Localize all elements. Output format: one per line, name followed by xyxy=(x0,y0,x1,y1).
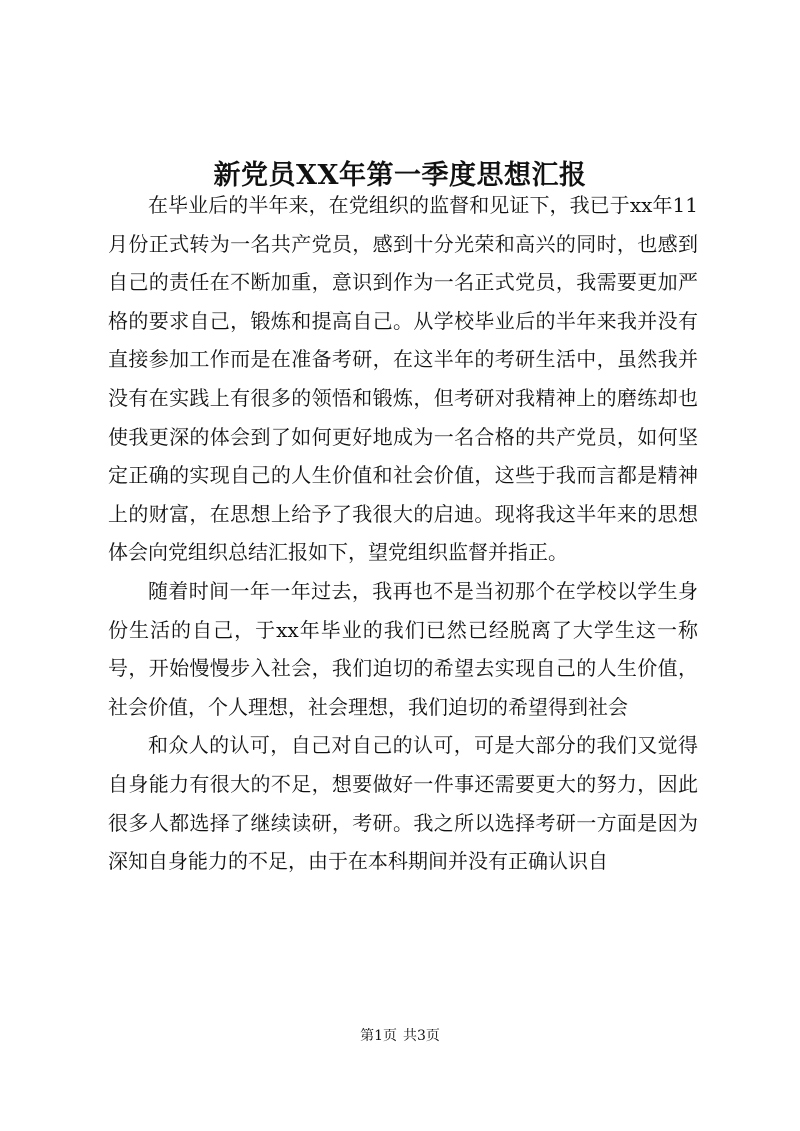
paragraph-2: 随着时间一年一年过去，我再也不是当初那个在学校以学生身份生活的自己，于xx年毕业的我们已然已经脱离了大学生这一称号，开始慢慢步入社会，我们迫切的希望去实现自己的人生价值，社会价值，个人理想，社会理想，我们迫切的希望得到社会 xyxy=(108,578,698,719)
page-total: 共3页 xyxy=(403,1028,440,1044)
page-number: 第1页 xyxy=(360,1028,397,1044)
document-title: 新党员XX年第一季度思想汇报 xyxy=(213,160,587,192)
page-footer xyxy=(0,1026,800,1046)
paragraph-1: 在毕业后的半年来，在党组织的监督和见证下，我已于xx年11月份正式转为一名共产党员，感到十分光荣和高兴的同时，也感到自己的责任在不断加重，意识到作为一名正式党员，我需要更加严格的要求自己，锻炼和提高自己。从学校毕业后的半年来我并没有直接参加工作而是在准备考研，在这半年的考研生活中，虽然我并没有在实践上有很多的领悟和锻炼，但考研对我精神上的磨练却也使我更深的体会到了如何更好地成为一名合格的共产党员，如何坚定正确的实现自己的人生价值和社会价值，这些于我而言都是精神上的财富，在思想上给予了我很大的启迪。现将我这半年来的思想体会向党组织总结汇报如下，望党组织监督并指正。 xyxy=(108,193,698,565)
paragraph-3: 和众人的认可，自己对自己的认可，可是大部分的我们又觉得自身能力有很大的不足，想要做好一件事还需要更大的努力，因此很多人都选择了继续读研，考研。我之所以选择考研一方面是因为深知自身能力的不足，由于在本科期间并没有正确认识自 xyxy=(108,733,698,874)
document-body xyxy=(108,186,698,881)
